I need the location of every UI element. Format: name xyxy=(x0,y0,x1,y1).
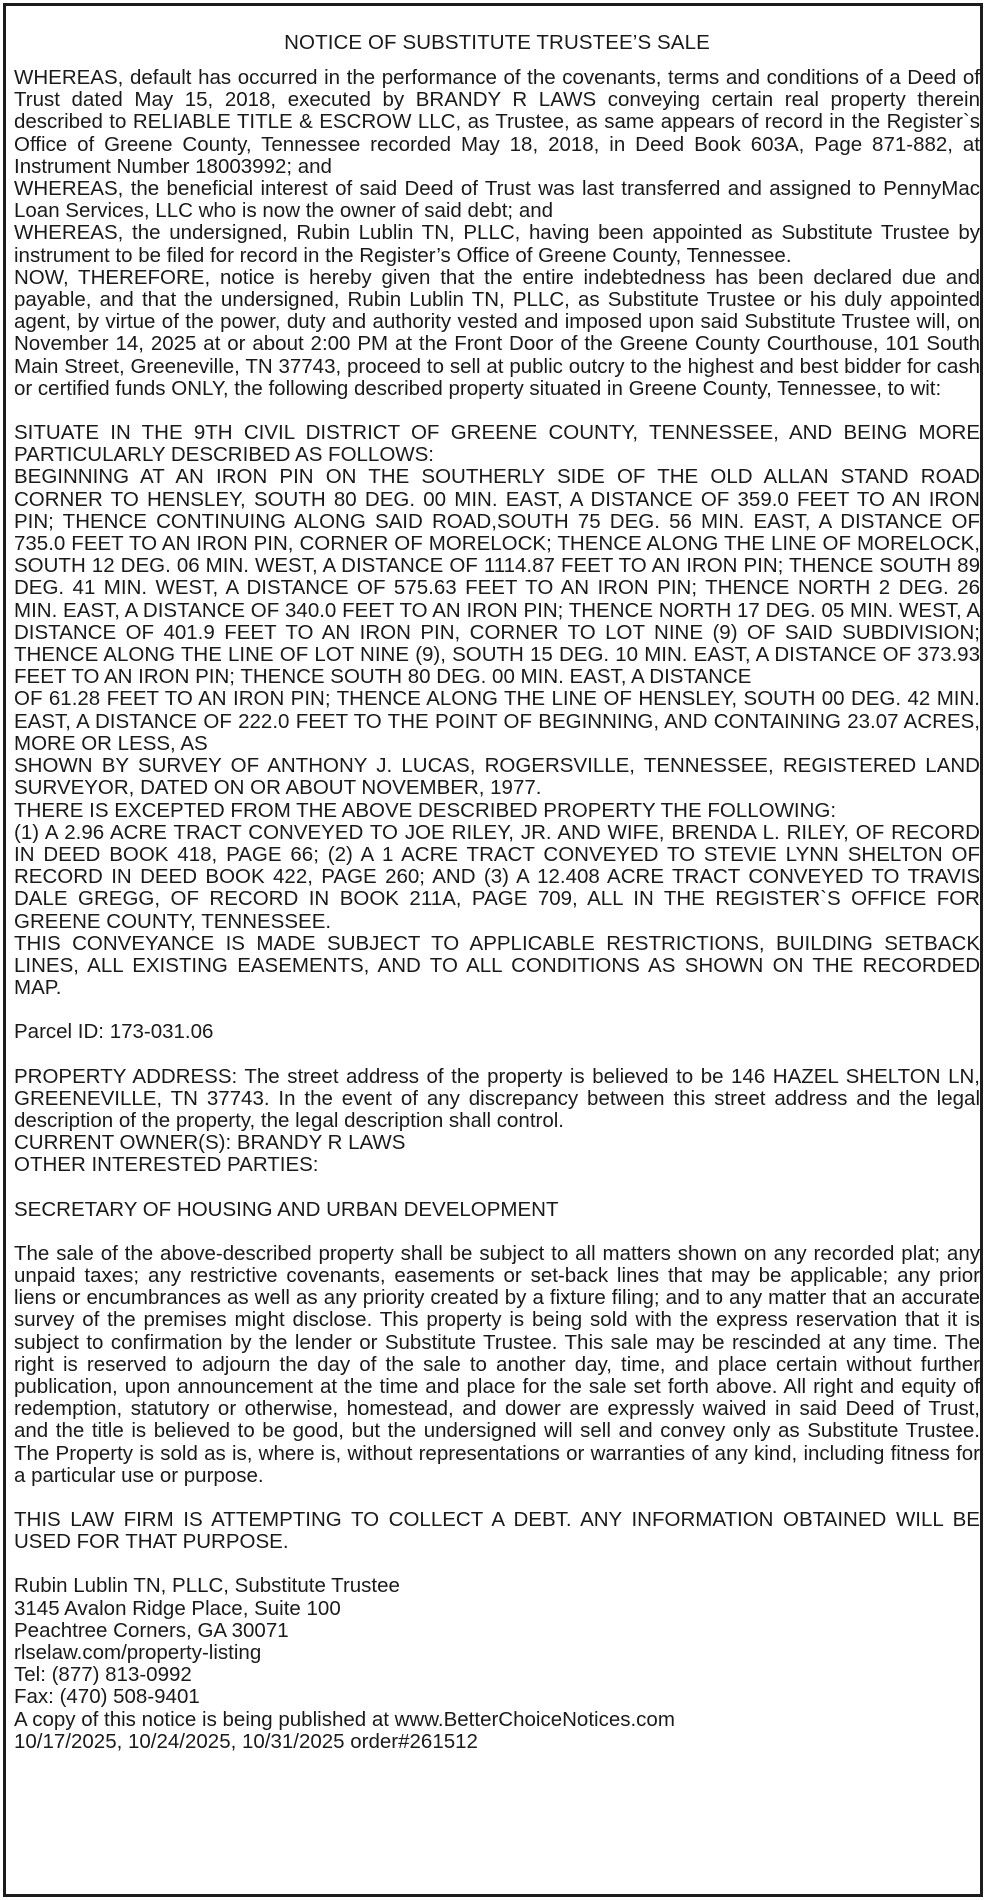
signature-website: rlselaw.com/property-listing xyxy=(14,1641,262,1664)
recital-notice-of-sale: NOW, THEREFORE, notice is hereby given that the entire indebtedness has been declared due and payable, and that the undersigned, Rubin Lublin TN, PLLC, as Substitute Trustee or his duly appointed agent, by virtue of the power, duty and authority vested and imposed upon said Substitute Trustee will, on November 14, 2025 at or about 2:00 PM at the Front Door of the Greene County Courthouse, 101 South Main Street, Greeneville, TN 37743, proceed to sell at public outcry to the highest and best bidder for cash or certified funds ONLY, the following described property situated in Greene County, Tennessee, to wit: xyxy=(14,265,980,400)
signature-firm: Rubin Lublin TN, PLLC, Substitute Trustee xyxy=(14,1574,400,1598)
signature-fax: Fax: (470) 508-9401 xyxy=(14,1685,200,1709)
spacer xyxy=(14,1553,980,1575)
legal-survey: SHOWN BY SURVEY OF ANTHONY J. LUCAS, ROGERSVILLE, TENNESSEE, REGISTERED LAND SURVEYOR, DATED ON OR ABOUT NOVEMBER, 1977. xyxy=(14,754,980,800)
sale-terms: The sale of the above-described property shall be subject to all matters shown on any recorded plat; any unpaid taxes; any restrictive covenants, easements or set-back lines that may be applicable; any prior liens or encumbrances as well as any priority created by a fixture filing; and to any matter that an accurate survey of the premises might disclose. This property is being sold with the express reservation that it is subject to confirmation by the lender or Substitute Trustee. This sale may be rescinded at any time. The right is reserved to adjourn the day of the sale to another day, time, and place certain without further publication, upon announcement at the time and place for the sale set forth above. All right and equity of redemption, statutory or otherwise, homestead, and dower are expressly waived in said Deed of Trust, and the title is believed to be good, but the undersigned will sell and convey only as Substitute Trustee. The Property is sold as is, where is, without representations or warranties of any kind, including fitness for a particular use or purpose. xyxy=(14,1241,980,1487)
legal-metes-bounds: BEGINNING AT AN IRON PIN ON THE SOUTHERLY SIDE OF THE OLD ALLAN STAND ROAD CORNER TO HENSLEY, SOUTH 80 DEG. 00 MIN. EAST, A DISTANCE OF 359.0 FEET TO AN IRON PIN; THENCE CONTINUING ALONG SAID ROAD,SOUTH 75 DEG. 56 MIN. EAST, A DISTANCE OF 735.0 FEET TO AN IRON PIN, CORNER OF MORELOCK; THENCE ALONG THE LINE OF MORELOCK, SOUTH 12 DEG. 06 MIN. WEST, A DISTANCE OF 1114.87 FEET TO AN IRON PIN; THENCE SOUTH 89 DEG. 41 MIN. WEST, A DISTANCE OF 575.63 FEET TO AN IRON PIN; THENCE NORTH 2 DEG. 26 MIN. EAST, A DISTANCE OF 340.0 FEET TO AN IRON PIN; THENCE NORTH 17 DEG. 05 MIN. WEST, A DISTANCE OF 401.9 FEET TO AN IRON PIN, CORNER TO LOT NINE (9) OF SAID SUBDIVISION; THENCE ALONG THE LINE OF LOT NINE (9), SOUTH 15 DEG. 10 MIN. EAST, A DISTANCE OF 373.93 FEET TO AN IRON PIN; THENCE SOUTH 80 DEG. 00 MIN. EAST, A DISTANCE xyxy=(14,465,980,689)
recital-default: WHEREAS, default has occurred in the performance of the covenants, terms and conditions of a Deed of Trust dated May 15, 2018, executed by BRANDY R LAWS conveying certain real property therein described to RELIABLE TITLE & ESCROW LLC, as Trustee, as same appears of record in the Register`s Office of Greene County, Tennessee recorded May 18, 2018, in Deed Book 603A, Page 871-882, at Instrument Number 18003992; and xyxy=(14,66,980,178)
property-address: PROPERTY ADDRESS: The street address of the property is believed to be 146 HAZEL SHELTON LN, GREENEVILLE, TN 37743. In the event of any discrepancy between this street address and the legal description of the property, the legal description shall control. xyxy=(14,1064,980,1132)
publication-dates: 10/17/2025, 10/24/2025, 10/31/2025 order#261512 xyxy=(14,1729,478,1753)
legal-exception-heading: THERE IS EXCEPTED FROM THE ABOVE DESCRIBED PROPERTY THE FOLLOWING: xyxy=(14,798,837,822)
spacer xyxy=(14,400,980,422)
recital-substitute-trustee: WHEREAS, the undersigned, Rubin Lublin TN, PLLC, having been appointed as Substitute Trustee by instrument to be filed for record in the Register’s Office of Greene County, Tennessee. xyxy=(14,221,980,267)
spacer xyxy=(14,1044,980,1066)
notice-title: NOTICE OF SUBSTITUTE TRUSTEE’S SALE xyxy=(284,31,710,54)
spacer xyxy=(14,999,980,1021)
legal-situate: SITUATE IN THE 9TH CIVIL DISTRICT OF GREENE COUNTY, TENNESSEE, AND BEING MORE PARTICULARLY DESCRIBED AS FOLLOWS: xyxy=(14,421,980,467)
debt-collection-notice: THIS LAW FIRM IS ATTEMPTING TO COLLECT A DEBT. ANY INFORMATION OBTAINED WILL BE USED FOR THAT PURPOSE. xyxy=(14,1507,980,1554)
notice-frame xyxy=(3,3,983,1897)
current-owners: CURRENT OWNER(S): BRANDY R LAWS xyxy=(14,1131,406,1155)
publication-notice: A copy of this notice is being published at www.BetterChoiceNotices.com xyxy=(14,1707,675,1731)
legal-exceptions: (1) A 2.96 ACRE TRACT CONVEYED TO JOE RILEY, JR. AND WIFE, BRENDA L. RILEY, OF RECORD IN DEED BOOK 418, PAGE 66; (2) A 1 ACRE TRACT CONVEYED TO STEVIE LYNN SHELTON OF RECORD IN DEED BOOK 422, PAGE 260; AND (3) A 12.408 ACRE TRACT CONVEYED TO TRAVIS DALE GREGG, OF RECORD IN BOOK 211A, PAGE 709, ALL IN THE REGISTER`S OFFICE FOR GREENE COUNTY, TENNESSEE. xyxy=(14,820,980,933)
other-parties-label: OTHER INTERESTED PARTIES: xyxy=(14,1153,319,1177)
legal-conveyance-subject: THIS CONVEYANCE IS MADE SUBJECT TO APPLICABLE RESTRICTIONS, BUILDING SETBACK LINES, ALL EXISTING EASEMENTS, AND TO ALL CONDITIONS AS SHOWN ON THE RECORDED MAP. xyxy=(14,931,980,1000)
signature-phone: Tel: (877) 813-0992 xyxy=(14,1663,192,1687)
signature-block xyxy=(14,1575,980,1753)
spacer xyxy=(14,1487,980,1509)
notice-body xyxy=(14,32,980,1753)
other-party: SECRETARY OF HOUSING AND URBAN DEVELOPMENT xyxy=(14,1197,559,1221)
spacer xyxy=(14,1221,980,1243)
spacer xyxy=(14,1177,980,1199)
signature-city: Peachtree Corners, GA 30071 xyxy=(14,1618,289,1642)
signature-street: 3145 Avalon Ridge Place, Suite 100 xyxy=(14,1596,341,1620)
legal-metes-bounds-cont: OF 61.28 FEET TO AN IRON PIN; THENCE ALONG THE LINE OF HENSLEY, SOUTH 00 DEG. 42 MIN. EAST, A DISTANCE OF 222.0 FEET TO THE POINT OF BEGINNING, AND CONTAINING 23.07 ACRES, MORE OR LESS, AS xyxy=(14,687,980,755)
recital-assignment: WHEREAS, the beneficial interest of said Deed of Trust was last transferred and assigned to PennyMac Loan Services, LLC who is now the owner of said debt; and xyxy=(14,177,980,223)
parcel-id: Parcel ID: 173-031.06 xyxy=(14,1020,214,1044)
